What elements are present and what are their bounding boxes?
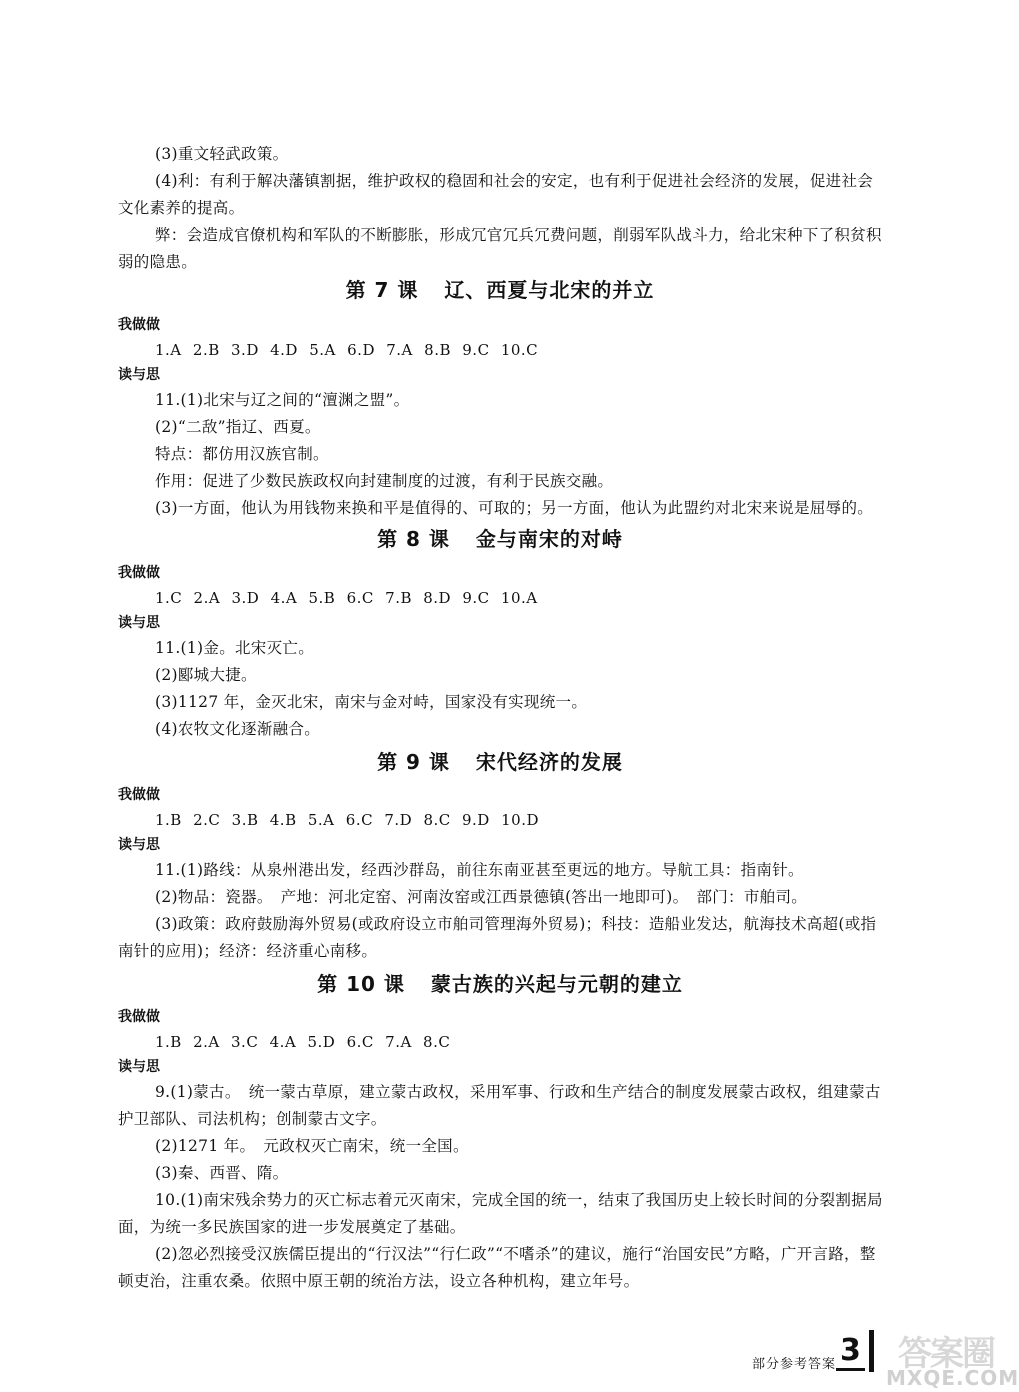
practice-label: 我做做 bbox=[118, 787, 160, 803]
reading-label: 读与思 bbox=[118, 615, 160, 631]
choice-answers: 1.C 2.A 3.D 4.A 5.B 6.C 7.B 8.D 9.C 10.A bbox=[155, 589, 538, 607]
intro-section bbox=[118, 141, 886, 276]
lesson-8-title bbox=[0, 523, 1000, 552]
lesson-10-section bbox=[118, 1005, 886, 1295]
reading-label: 读与思 bbox=[118, 837, 160, 853]
answer-line: (2)物品：瓷器。 产地：河北定窑、河南汝窑或江西景德镇(答出一地即可)。 部门：市舶司。 bbox=[155, 888, 808, 906]
footer-section-label: 部分参考答案 bbox=[752, 1357, 837, 1372]
answer-line: (3)1127 年，金灭北宋，南宋与金对峙，国家没有实现统一。 bbox=[155, 693, 588, 711]
answer-line: (2)忽必烈接受汉族儒臣提出的“行汉法”“行仁政”“不嗜杀”的建议，施行“治国安民”方略，广开言路，整顿吏治，注重农桑。依照中原王朝的统治方法，设立各种机构，建立年号。 bbox=[118, 1245, 876, 1290]
intro-paragraph: (4)利：有利于解决藩镇割据，维护政权的稳固和社会的安定，也有利于促进社会经济的发展，促进社会文化素养的提高。 bbox=[118, 172, 874, 217]
choice-answers: 1.A 2.B 3.D 4.D 5.A 6.D 7.A 8.B 9.C 10.C bbox=[155, 341, 539, 359]
lesson-number: 第 8 课 bbox=[377, 527, 450, 551]
answer-line: 特点：都仿用汉族官制。 bbox=[155, 445, 329, 463]
lesson-name: 宋代经济的发展 bbox=[475, 750, 623, 774]
practice-label: 我做做 bbox=[118, 317, 160, 333]
choice-answers: 1.B 2.A 3.C 4.A 5.D 6.C 7.A 8.C bbox=[155, 1033, 451, 1051]
answer-line: (3)政策：政府鼓励海外贸易(或政府设立市舶司管理海外贸易)；科技：造船业发达，航海技术高超(或指南针的应用)；经济：经济重心南移。 bbox=[118, 915, 877, 960]
lesson-number: 第 10 课 bbox=[317, 972, 405, 996]
answer-line: (2)郾城大捷。 bbox=[155, 666, 257, 684]
lesson-7-section bbox=[118, 313, 886, 522]
page-marker-bar bbox=[869, 1330, 874, 1372]
lesson-number: 第 7 课 bbox=[345, 278, 419, 302]
lesson-9-section bbox=[118, 783, 886, 965]
lesson-9-title bbox=[0, 746, 1000, 775]
answer-line: (2)“二敌”指辽、西夏。 bbox=[155, 418, 321, 436]
choice-answers: 1.B 2.C 3.B 4.B 5.A 6.C 7.D 8.C 9.D 10.D bbox=[155, 811, 539, 829]
answer-line: 作用：促进了少数民族政权向封建制度的过渡，有利于民族交融。 bbox=[155, 472, 614, 490]
lesson-number: 第 9 课 bbox=[377, 750, 450, 774]
answer-line: 11.(1)北宋与辽之间的“澶渊之盟”。 bbox=[155, 391, 410, 409]
answer-line: (3)秦、西晋、隋。 bbox=[155, 1164, 289, 1182]
answer-line: 9.(1)蒙古。 统一蒙古草原，建立蒙古政权，采用军事、行政和生产结合的制度发展蒙古政权，组建蒙古护卫部队、司法机构；创制蒙古文字。 bbox=[118, 1083, 881, 1128]
intro-paragraph: (3)重文轻武政策。 bbox=[155, 145, 289, 163]
lesson-name: 金与南宋的对峙 bbox=[475, 527, 623, 551]
page-number: 3 bbox=[836, 1334, 865, 1371]
answer-line: 11.(1)路线：从泉州港出发，经西沙群岛，前往东南亚甚至更远的地方。导航工具：指南针。 bbox=[155, 861, 804, 879]
lesson-8-section bbox=[118, 561, 886, 743]
answer-line: 11.(1)金。北宋灭亡。 bbox=[155, 639, 315, 657]
practice-label: 我做做 bbox=[118, 1009, 160, 1025]
answer-line: 10.(1)南宋残余势力的灭亡标志着元灭南宋，完成全国的统一，结束了我国历史上较长时间的分裂割据局面，为统一多民族国家的进一步发展奠定了基础。 bbox=[118, 1191, 883, 1236]
lesson-name: 蒙古族的兴起与元朝的建立 bbox=[430, 972, 683, 996]
watermark-url: MXQE.COM bbox=[886, 1366, 1019, 1390]
practice-label: 我做做 bbox=[118, 565, 160, 581]
lesson-name: 辽、西夏与北宋的并立 bbox=[444, 278, 655, 302]
intro-paragraph: 弊：会造成官僚机构和军队的不断膨胀，形成冗官冗兵冗费问题，削弱军队战斗力，给北宋种下了积贫积弱的隐患。 bbox=[118, 226, 882, 271]
reading-label: 读与思 bbox=[118, 367, 160, 383]
answer-line: (2)1271 年。 元政权灭亡南宋，统一全国。 bbox=[155, 1137, 469, 1155]
lesson-10-title bbox=[0, 968, 1000, 997]
answer-line: (4)农牧文化逐渐融合。 bbox=[155, 720, 321, 738]
reading-label: 读与思 bbox=[118, 1059, 160, 1075]
watermark-logo: 答案圈 bbox=[898, 1334, 994, 1374]
lesson-7-title bbox=[0, 274, 1000, 303]
answer-line: (3)一方面，他认为用钱物来换和平是值得的、可取的；另一方面，他认为此盟约对北宋来说是屈辱的。 bbox=[155, 499, 874, 517]
